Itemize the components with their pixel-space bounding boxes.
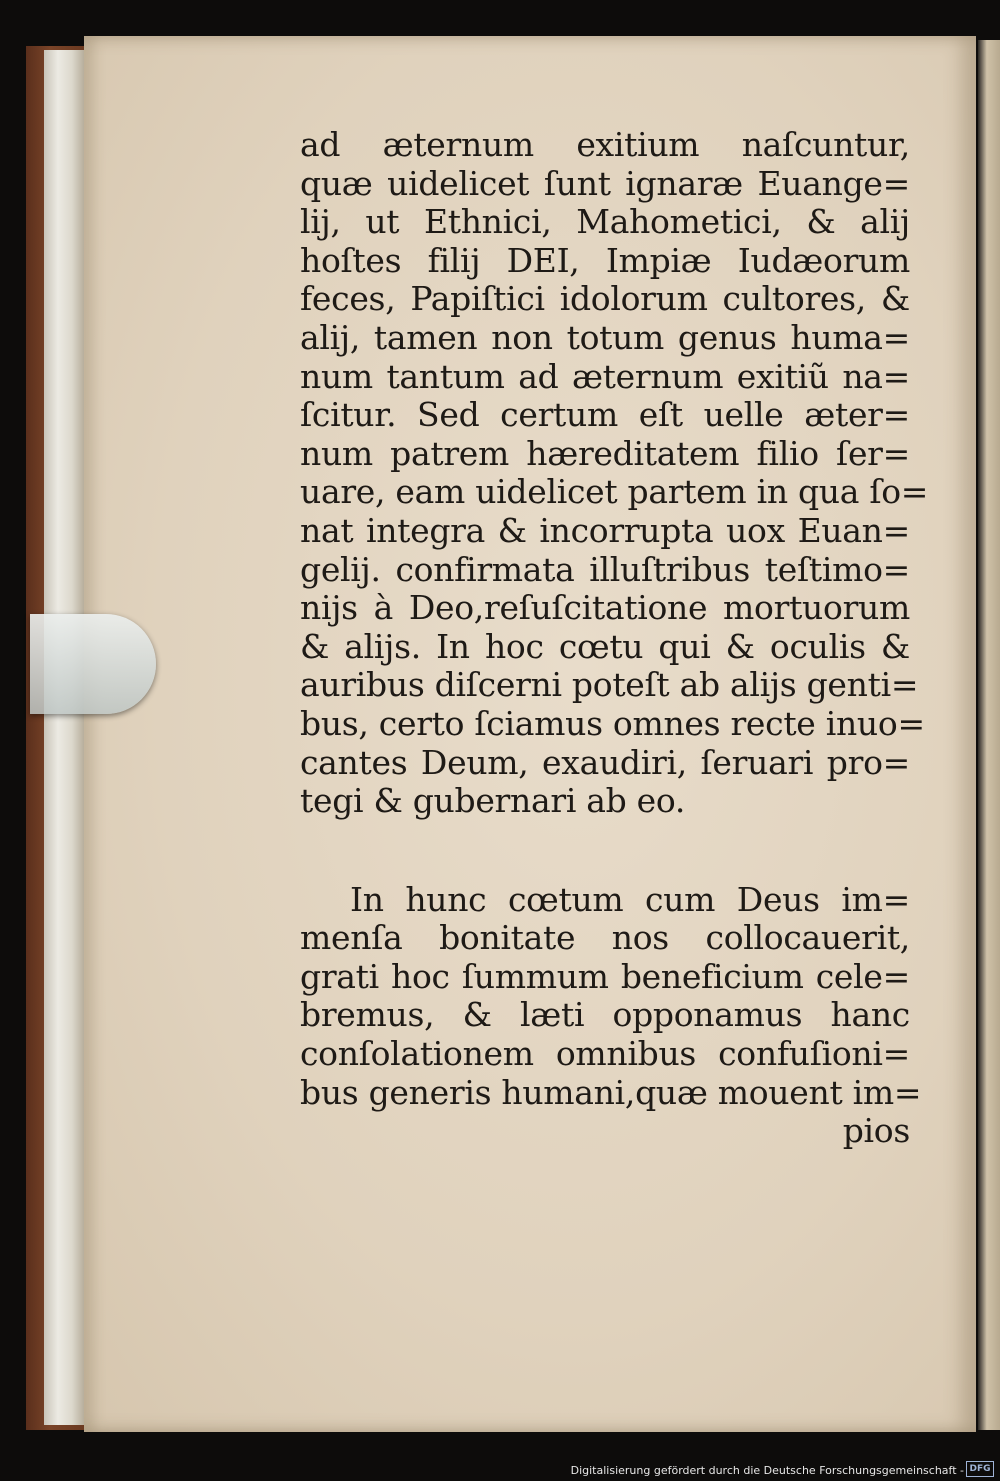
text-line: cantes Deum, exaudiri, ſeruari pro=: [300, 742, 910, 782]
text-line: alij, tamen non totum genus huma=: [300, 317, 910, 357]
text-line: nat integra & incorrupta uox Euan=: [300, 510, 910, 550]
page-text: [300, 125, 929, 1151]
dfg-logo-icon: DFG: [966, 1461, 994, 1477]
text-line: num patrem hæreditatem filio ſer=: [300, 433, 910, 473]
text-line: gelij. confirmata illuſtribus teſtimo=: [300, 549, 910, 589]
paragraph-2: [300, 879, 922, 1113]
text-line: bremus, & læti opponamus hanc: [300, 995, 910, 1035]
text-line: hoſtes filij DEI, Impiæ Iudæorum: [300, 240, 910, 280]
text-line: conſolationem omnibus confuſioni=: [300, 1034, 910, 1074]
catchword: pios: [842, 1111, 910, 1151]
text-line: feces, Papiſtici idolorum cultores, &: [300, 279, 910, 319]
footer-credit: Digitalisierung gefördert durch die Deutsche Forschungsgemeinschaft -: [570, 1464, 964, 1477]
page-edges: [44, 50, 84, 1425]
right-page-edge: [978, 40, 1000, 1430]
page-clip: [30, 614, 156, 714]
text-line: bus generis humani,quæ mouent im=: [300, 1072, 922, 1112]
text-line: menſa bonitate nos collocauerit,: [300, 918, 910, 958]
text-line: ſcitur. Sed certum eſt uelle æter=: [300, 395, 910, 435]
text-line: ad æternum exitium naſcuntur,: [300, 125, 910, 164]
text-line: bus, certo ſciamus omnes recte inuo=: [300, 703, 925, 743]
text-line: quæ uidelicet ſunt ignaræ Euange=: [300, 163, 910, 203]
text-line: auribus diſcerni poteſt ab alijs genti=: [300, 665, 919, 705]
text-line: lij, ut Ethnici, Mahometici, & alij: [300, 202, 910, 242]
text-line: nijs à Deo,reſuſcitatione mortuorum: [300, 588, 910, 628]
paragraph-gap: [300, 821, 910, 881]
text-line: & alijs. In hoc cœtu qui & oculis &: [300, 626, 910, 666]
text-line: num tantum ad æternum exitiũ na=: [300, 356, 910, 396]
text-line: tegi & gubernari ab eo.: [300, 781, 686, 821]
text-line: grati hoc ſummum beneficium cele=: [300, 956, 910, 996]
paragraph-1: [300, 125, 929, 821]
text-line: uare, eam uidelicet partem in qua ſo=: [300, 472, 929, 512]
digitization-footer: [0, 1459, 1000, 1481]
text-line: In hunc cœtum cum Deus im=: [350, 879, 910, 919]
